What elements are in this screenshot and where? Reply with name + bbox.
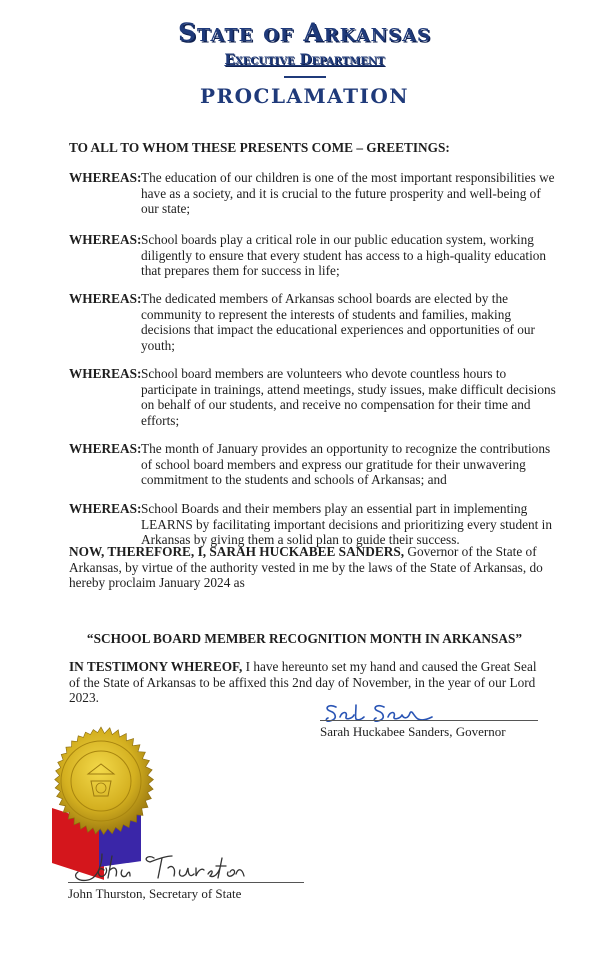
secretary-name: John Thurston, Secretary of State [68, 886, 242, 901]
proclamation-declaration: “SCHOOL BOARD MEMBER RECOGNITION MONTH IN ARKANSAS” [86, 631, 523, 646]
now-therefore-lead: NOW, THEREFORE, I, SARAH HUCKABEE SANDERS, [69, 544, 405, 559]
secretary-signature-line [68, 882, 304, 883]
secretary-signature-icon [68, 848, 248, 884]
testimony-lead: IN TESTIMONY WHEREOF, [69, 659, 243, 674]
whereas-text: The dedicated members of Arkansas school boards are elected by the community to represent the interests of students and families, making decisions that impact the educational experiences and opportunities of our youth; [141, 291, 535, 353]
whereas-label: WHEREAS: [69, 232, 142, 247]
whereas-text: School board members are volunteers who devote countless hours to participate in trainings, attend meetings, study issues, make difficult decisions on behalf of our students, and receive no compensation for their time and efforts; [141, 366, 556, 428]
whereas-label: WHEREAS: [69, 441, 142, 456]
testimony-text: I have hereunto set my hand and caused the Great Seal of the State of Arkansas to be affixed this 2nd day of November, in the year of our Lord 2023. [69, 659, 537, 705]
greeting: TO ALL TO WHOM THESE PRESENTS COME – GREETINGS: [69, 140, 450, 155]
governor-name: Sarah Huckabee Sanders, Governor [320, 724, 506, 739]
header-department: Executive Department [224, 52, 385, 68]
now-therefore-paragraph [69, 544, 549, 591]
governor-signature-line [320, 720, 538, 721]
header-divider [284, 76, 326, 78]
whereas-text: The month of January provides an opportunity to recognize the contributions of school board members and express our gratitude for their unwavering commitment to the students and schools of Arkansas; and [141, 441, 551, 487]
great-seal-icon [46, 726, 156, 836]
whereas-text: School boards play a critical role in our public education system, working diligently to ensure that every student has access to a high-quality education that prepares them for success in life; [141, 232, 547, 278]
proclamation-title: PROCLAMATION [199, 84, 410, 108]
whereas-label: WHEREAS: [69, 366, 142, 381]
whereas-label: WHEREAS: [69, 291, 142, 306]
whereas-label: WHEREAS: [69, 501, 142, 516]
header-state-title: State of Arkansas [177, 18, 432, 47]
whereas-text: School Boards and their members play an essential part in implementing LEARNS by facilitating important decisions and prioritizing every student in Arkansas by giving them a solid plan to guide their success. [141, 501, 553, 547]
testimony-paragraph [69, 659, 549, 706]
now-therefore-text: Governor of the State of Arkansas, by virtue of the authority vested in me by the laws of the State of Arkansas, do hereby proclaim January 2024 as [69, 544, 543, 590]
whereas-text: The education of our children is one of the most important responsibilities we have as a society, and it is crucial to the future prosperity and well-being of our state; [141, 170, 555, 216]
whereas-label: WHEREAS: [69, 170, 142, 185]
